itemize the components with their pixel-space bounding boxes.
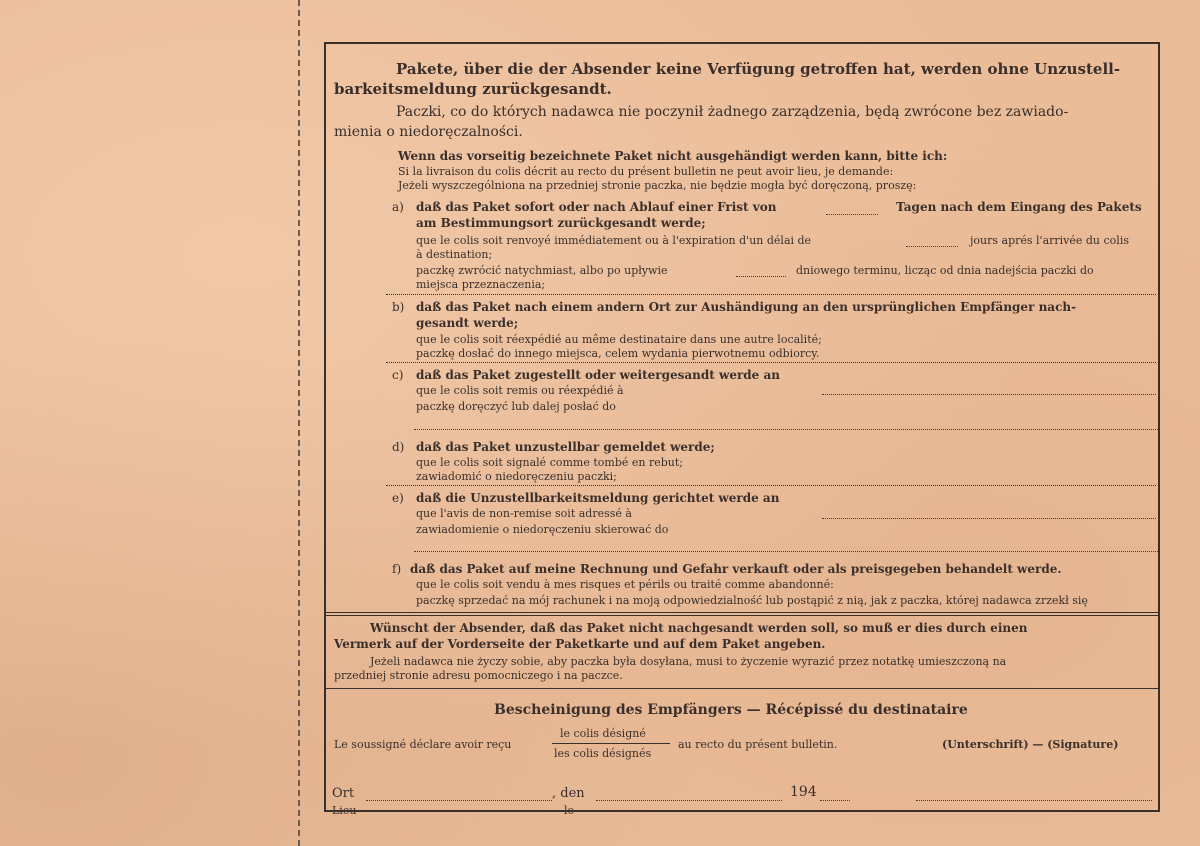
option-f-letter: f) <box>392 562 402 576</box>
receipt-le-label: le <box>564 804 575 817</box>
option-a-pl1: paczkę zwrócić natychmiast, albo po upływie <box>416 264 668 277</box>
option-c-pl: paczkę doręczyć lub dalej posłać do <box>416 400 616 413</box>
option-f-de: daß das Paket auf meine Rechnung und Gefahr verkauft oder als preisgegeben behandelt werde. <box>410 562 1062 576</box>
option-c-address-field-1[interactable] <box>822 394 1156 395</box>
option-b-letter: b) <box>392 300 405 314</box>
option-a-letter: a) <box>392 200 404 214</box>
option-c-letter: c) <box>392 368 404 382</box>
receipt-signature-field[interactable] <box>916 800 1152 801</box>
receipt-signature-label: (Unterschrift) — (Signature) <box>942 738 1119 751</box>
option-d-fr: que le colis soit signalé comme tombé en rebut; <box>416 456 683 469</box>
receipt-year: 194 <box>790 784 817 800</box>
intro-de: Wenn das vorseitig bezeichnete Paket nicht ausgehändigt werden kann, bitte ich: <box>398 149 948 163</box>
receipt-place-field[interactable] <box>366 800 552 801</box>
receipt-singular: le colis désigné <box>560 727 646 740</box>
option-a-pl1b: dniowego terminu, licząc od dnia nadejścia paczki do <box>796 264 1094 277</box>
option-a-pl2: miejsca przeznaczenia; <box>416 278 546 291</box>
option-d-pl: zawiadomić o niedoręczeniu paczki; <box>416 470 617 483</box>
notice-pl1: Jeżeli nadawca nie życzy sobie, aby paczka była dosyłana, musi to życzenie wyrazić przez notatkę umieszczoną na <box>370 655 1007 668</box>
separator-b-c <box>386 362 1156 363</box>
receipt-date-field[interactable] <box>596 800 782 801</box>
separator-options-notice-2 <box>326 615 1158 616</box>
separator-options-notice <box>326 612 1158 613</box>
separator-notice-receipt <box>326 688 1158 689</box>
option-d-de: daß das Paket unzustellbar gemeldet werde; <box>416 440 715 454</box>
form-frame <box>324 42 1160 817</box>
option-b-de1: daß das Paket nach einem andern Ort zur Aushändigung an den ursprünglichen Empfänger nach- <box>416 300 1077 314</box>
header-de-line2: barkeitsmeldung zurückgesandt. <box>334 80 612 98</box>
notice-de1: Wünscht der Absender, daß das Paket nicht nachgesandt werden soll, so muß er dies durch einen <box>370 621 1028 635</box>
notice-de2: Vermerk auf der Vorderseite der Paketkarte und auf dem Paket angeben. <box>334 637 826 651</box>
header-pl-line1: Paczki, co do których nadawca nie poczynił żadnego zarządzenia, będą zwrócone bez zawiado- <box>396 104 1069 120</box>
header-de-line1: Pakete, über die der Absender keine Verfügung getroffen hat, werden ohne Unzustell- <box>396 60 1121 78</box>
option-a-de1b: Tagen nach dem Eingang des Pakets <box>896 200 1142 214</box>
option-a-fr2: à destination; <box>416 248 493 261</box>
option-a-days-field[interactable] <box>826 214 878 215</box>
receipt-lieu-label: Lieu <box>332 804 357 817</box>
receipt-fraction-line <box>552 743 670 744</box>
option-a-de2: am Bestimmungsort zurückgesandt werde; <box>416 216 706 230</box>
header-pl-line2: mienia o niedoręczalności. <box>334 124 523 140</box>
option-c-address-field-2[interactable] <box>414 429 1158 430</box>
receipt-year-field[interactable] <box>820 800 850 801</box>
intro-fr: Si la livraison du colis décrit au recto du présent bulletin ne peut avoir lieu, je demande: <box>398 165 894 178</box>
option-e-pl: zawiadomienie o niedoręczeniu skierować do <box>416 523 669 536</box>
separator-d-e <box>386 485 1156 486</box>
receipt-title: Bescheinigung des Empfängers — Récépissé du destinataire <box>494 702 968 718</box>
option-f-fr: que le colis soit vendu à mes risques et périls ou traité comme abandonné: <box>416 578 834 591</box>
option-e-address-field-1[interactable] <box>822 518 1156 519</box>
receipt-recto: au recto du présent bulletin. <box>678 738 838 751</box>
receipt-plural: les colis désignés <box>554 747 652 760</box>
option-c-fr: que le colis soit remis ou réexpédié à <box>416 384 624 397</box>
option-a-de1: daß das Paket sofort oder nach Ablauf einer Frist von <box>416 200 777 214</box>
option-e-fr: que l'avis de non-remise soit adressé à <box>416 507 632 520</box>
receipt-den-label: , den <box>552 786 585 801</box>
option-a-term-field[interactable] <box>736 276 786 277</box>
intro-pl: Jeżeli wyszczególniona na przedniej stronie paczka, nie będzie mogła być doręczoną, proszę: <box>398 179 917 192</box>
notice-pl2: przedniej stronie adresu pomocniczego i na paczce. <box>334 669 623 682</box>
option-e-de: daß die Unzustellbarkeitsmeldung gerichtet werde an <box>416 491 780 505</box>
option-a-fr1b: jours aprés l'arrivée du colis <box>970 234 1129 247</box>
option-c-de: daß das Paket zugestellt oder weitergesandt werde an <box>416 368 780 382</box>
option-b-pl: paczkę dosłać do innego miejsca, celem wydania pierwotnemu odbiorcy. <box>416 347 820 360</box>
receipt-ort-label: Ort <box>332 786 355 801</box>
option-a-fr1: que le colis soit renvoyé immédiatement ou à l'expiration d'un délai de <box>416 234 812 247</box>
option-e-letter: e) <box>392 491 404 505</box>
receipt-declare: Le soussigné déclare avoir reçu <box>334 738 512 751</box>
option-e-address-field-2[interactable] <box>414 551 1158 552</box>
option-f-pl: paczkę sprzedać na mój rachunek i na moją odpowiedzialność lub postąpić z nią, jak z paczka, której nadawca zrzekł się <box>416 594 1088 607</box>
option-b-de2: gesandt werde; <box>416 316 519 330</box>
option-d-letter: d) <box>392 440 405 454</box>
perforation-line <box>298 0 300 846</box>
option-b-fr: que le colis soit réexpédié au même destinataire dans une autre localité; <box>416 333 822 346</box>
option-a-delay-field[interactable] <box>906 246 958 247</box>
separator-a-b <box>386 294 1156 295</box>
